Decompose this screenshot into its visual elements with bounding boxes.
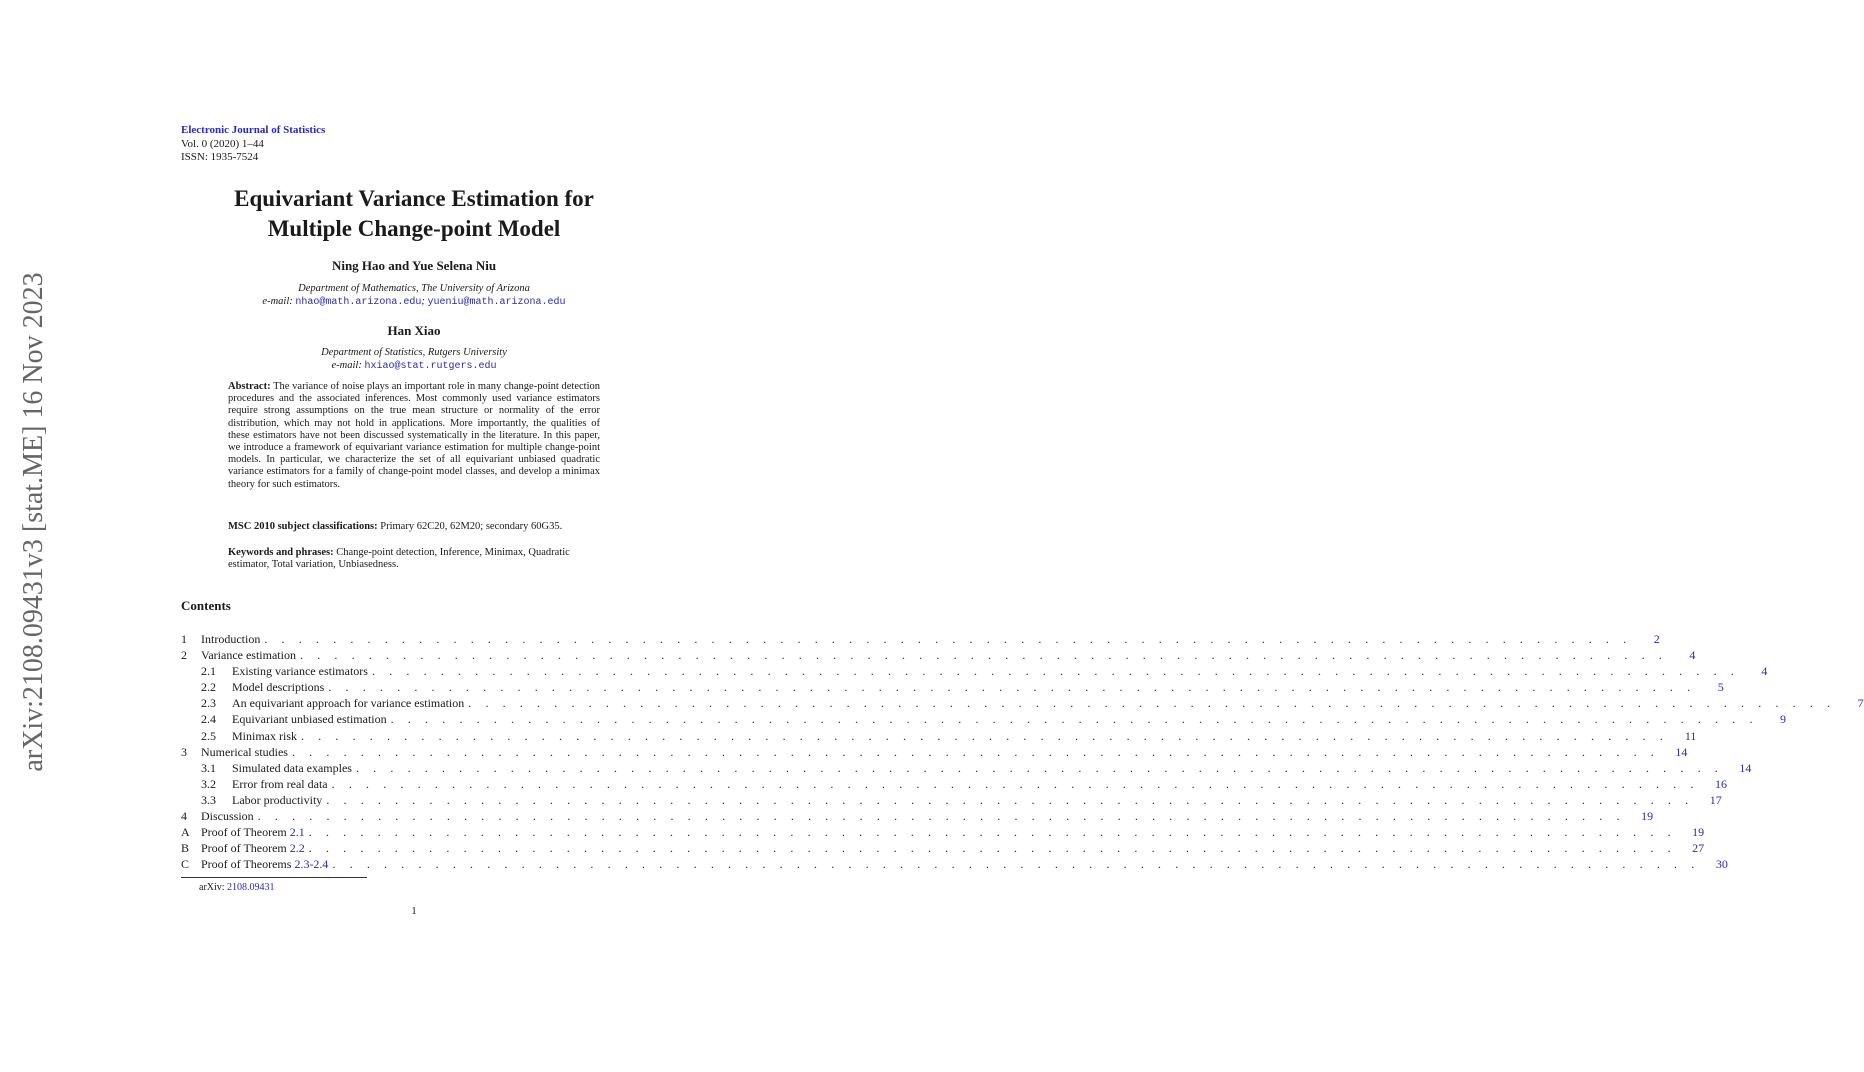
title-line-1: Equivariant Variance Estimation for <box>234 186 594 211</box>
toc-entry[interactable] <box>181 744 1688 760</box>
toc-entry-number: 2.2 <box>201 680 216 695</box>
toc-dot-leader: . . . . . . . . . . . . . . . . . . . . . . . . . . . . . . . . . . . . . . . . . . . . . . . . . . . . . . . . . . . . . . . . . . . . . . . . . . . . . . . . <box>264 632 1632 646</box>
toc-entry-title-text: Minimax risk <box>232 728 297 743</box>
toc-page-link[interactable]: 17 <box>1709 792 1722 807</box>
toc-dot-leader: . . . . . . . . . . . . . . . . . . . . . . . . . . . . . . . . . . . . . . . . . . . . . . . . . . . . . . . . . . . . . . . . . . . . . . . . . . . . . . . . <box>301 728 1669 743</box>
toc-entry-body <box>232 711 1787 727</box>
msc-classification <box>228 521 600 533</box>
toc-entry-title-text: Proof of Theorem <box>201 841 290 856</box>
keywords-text: Change-point detection, Inference, Minimax, Quadratic estimator, Total variation, Unbiasedness. <box>228 547 570 571</box>
msc-label: MSC 2010 subject classifications: <box>228 521 378 532</box>
toc-page-link[interactable]: 5 <box>1717 680 1724 695</box>
toc-entry[interactable] <box>181 840 1705 856</box>
toc-entry-number: 3.2 <box>201 776 216 791</box>
journal-name-link[interactable]: Electronic Journal of Statistics <box>181 124 326 136</box>
toc-dot-leader: . . . . . . . . . . . . . . . . . . . . . . . . . . . . . . . . . . . . . . . . . . . . . . . . . . . . . . . . . . . . . . . . . . . . . . . . . . . . . . . . <box>257 809 1626 824</box>
toc-dot-leader: . . . . . . . . . . . . . . . . . . . . . . . . . . . . . . . . . . . . . . . . . . . . . . . . . . . . . . . . . . . . . . . . . . . . . . . . . . . . . . . . <box>328 680 1696 695</box>
toc-entry-title-text: Labor productivity <box>232 792 323 807</box>
toc-entry-number: B <box>181 841 190 856</box>
toc-entry-title-text: Variance estimation <box>201 648 296 663</box>
toc-dot-leader: . . . . . . . . . . . . . . . . . . . . . . . . . . . . . . . . . . . . . . . . . . . . . . . . . . . . . . . . . . . . . . . . . . . . . . . . . . . . . . . . <box>291 744 1660 759</box>
toc-page-link[interactable]: 9 <box>1780 712 1787 727</box>
author-names-1: Ning Hao and Yue Selena Niu <box>331 258 497 273</box>
toc-entry-title[interactable] <box>201 808 258 824</box>
toc-entry-title[interactable] <box>232 711 391 727</box>
toc-entry-title-text: Discussion <box>201 809 254 824</box>
toc-entry[interactable] <box>181 695 1864 711</box>
toc-entry-title-text: Simulated data examples <box>232 760 352 775</box>
title-line-2: Multiple Change-point Model <box>267 216 561 241</box>
toc-entry-title-text: An equivariant approach for variance estimation <box>232 696 465 711</box>
affiliation-email-1 <box>0 295 828 309</box>
toc-entry-title-text: Numerical studies <box>201 744 288 759</box>
arxiv-id-link[interactable]: 2108.09431 <box>227 882 275 893</box>
toc-entry[interactable] <box>181 631 1660 647</box>
toc-entry-title-text: Proof of Theorems <box>201 857 295 872</box>
toc-dot-leader: . . . . . . . . . . . . . . . . . . . . . . . . . . . . . . . . . . . . . . . . . . . . . . . . . . . . . . . . . . . . . . . . . . . . . . . . . . . . . . . . <box>326 792 1694 807</box>
toc-entry-title[interactable] <box>232 679 328 695</box>
affiliation-2 <box>0 346 828 373</box>
toc-entry-body <box>201 744 1688 760</box>
toc-entry[interactable] <box>181 760 1752 776</box>
email-separator: ; <box>421 296 425 307</box>
toc-entry-number: 3.3 <box>201 792 216 807</box>
abstract-text: The variance of noise plays an important role in many change-point detection procedures and the associated inferences. Most commonly used variance estimators require strong assumptions on the true mean structure or normality of the error distribution, which may not hold in applications. More importantly, the qualities of these estimators have not been discussed systematically in the literature. In this paper, we introduce a framework of equivariant variance estimation for multiple change-point models. In particular, we characterize the set of all equivariant unbiased quadratic variance estimators for a family of change-point model classes, and develop a minimax theory for such estimators. <box>228 381 600 490</box>
toc-entry-title[interactable] <box>232 695 468 711</box>
toc-entry-body <box>201 824 1705 840</box>
page-number: 1 <box>411 905 417 917</box>
affiliation-dept-1: Department of Mathematics, The University of Arizona <box>298 283 530 294</box>
toc-entry-body <box>201 647 1696 663</box>
toc-entry-title-text: Error from real data <box>232 776 328 791</box>
toc-page-link[interactable]: 19 <box>1692 825 1705 840</box>
toc-entry-title[interactable] <box>201 744 292 760</box>
paper-title <box>150 184 678 244</box>
table-of-contents <box>181 631 1864 872</box>
toc-entry-body <box>201 840 1705 856</box>
affiliation-email-2 <box>0 359 828 373</box>
toc-entry-title[interactable] <box>232 728 301 744</box>
toc-dot-leader: . . . . . . . . . . . . . . . . . . . . . . . . . . . . . . . . . . . . . . . . . . . . . . . . . . . . . . . . . . . . . . . . . . . . . . . . . . . . . . . . <box>331 776 1700 791</box>
toc-entry-number: A <box>181 825 190 840</box>
toc-entry-title[interactable] <box>232 663 372 679</box>
toc-theorem-ref-link[interactable]: 2.3-2.4 <box>294 857 329 872</box>
toc-entry-body <box>232 679 1724 695</box>
msc-text: Primary 62C20, 62M20; secondary 60G35. <box>380 521 563 532</box>
toc-entry-number: 3.1 <box>201 760 216 775</box>
toc-entry-title-text: Existing variance estimators <box>232 664 368 679</box>
toc-entry-body <box>201 808 1654 824</box>
toc-dot-leader: . . . . . . . . . . . . . . . . . . . . . . . . . . . . . . . . . . . . . . . . . . . . . . . . . . . . . . . . . . . . . . . . . . . . . . . . . . . . . . . . <box>390 712 1759 727</box>
toc-entry[interactable] <box>181 679 1724 695</box>
arxiv-stamp-text: arXiv:2108.09431v3 [stat.ME] 16 Nov 2023 <box>18 272 49 772</box>
toc-entry-body <box>232 776 1728 792</box>
journal-issn: ISSN: 1935-7524 <box>181 151 259 163</box>
toc-entry-title[interactable] <box>232 792 326 808</box>
toc-entry-title-text: Model descriptions <box>232 680 325 695</box>
footnote-label: arXiv: <box>199 882 225 893</box>
toc-page-link[interactable]: 2 <box>1653 632 1660 646</box>
toc-entry-body <box>232 760 1752 776</box>
toc-dot-leader: . . . . . . . . . . . . . . . . . . . . . . . . . . . . . . . . . . . . . . . . . . . . . . . . . . . . . . . . . . . . . . . . . . . . . . . . . . . . . . . . <box>332 857 1700 872</box>
author-names-2: Han Xiao <box>387 323 441 338</box>
toc-page-link[interactable]: 4 <box>1689 648 1696 663</box>
toc-entry-body <box>232 792 1722 808</box>
affiliation-1 <box>0 282 828 309</box>
toc-entry-number: 2.4 <box>201 712 216 727</box>
toc-dot-leader: . . . . . . . . . . . . . . . . . . . . . . . . . . . . . . . . . . . . . . . . . . . . . . . . . . . . . . . . . . . . . . . . . . . . . . . . . . . . . . . . <box>371 664 1740 679</box>
toc-entry-number: C <box>181 857 190 872</box>
email-label: e-mail: <box>331 360 362 371</box>
footnote <box>199 882 275 893</box>
toc-entry-number: 1 <box>181 632 187 646</box>
toc-entry-number: 3 <box>181 744 187 759</box>
toc-entry-title[interactable] <box>201 631 264 647</box>
toc-entry-title-text: Proof of Theorem <box>201 825 290 840</box>
email-link-yueniu[interactable]: yueniu@math.arizona.edu <box>427 297 566 308</box>
toc-entry-title[interactable] <box>201 647 300 663</box>
toc-entry-body <box>201 631 1660 647</box>
email-label: e-mail: <box>262 296 293 307</box>
toc-entry-title[interactable] <box>232 776 332 792</box>
toc-page-link[interactable]: 14 <box>1675 744 1688 759</box>
toc-entry-body <box>232 695 1864 711</box>
toc-entry[interactable] <box>181 856 1728 872</box>
toc-entry-title[interactable] <box>201 840 309 856</box>
toc-entry[interactable] <box>181 776 1728 792</box>
toc-page-link[interactable]: 14 <box>1739 760 1752 775</box>
toc-entry-number: 2.1 <box>201 664 216 679</box>
contents-heading: Contents <box>181 598 231 613</box>
journal-header <box>181 124 325 165</box>
abstract-label: Abstract: <box>228 381 271 392</box>
toc-theorem-ref-link[interactable]: 2.2 <box>289 841 305 856</box>
toc-entry[interactable] <box>181 728 1697 744</box>
keywords <box>228 547 600 571</box>
toc-dot-leader: . . . . . . . . . . . . . . . . . . . . . . . . . . . . . . . . . . . . . . . . . . . . . . . . . . . . . . . . . . . . . . . . . . . . . . . . . . . . . . . . <box>308 825 1677 840</box>
toc-dot-leader: . . . . . . . . . . . . . . . . . . . . . . . . . . . . . . . . . . . . . . . . . . . . . . . . . . . . . . . . . . . . . . . . . . . . . . . . . . . . . . . . <box>308 841 1677 856</box>
toc-page-link[interactable]: 4 <box>1761 664 1768 679</box>
abstract <box>228 381 600 491</box>
toc-page-link[interactable]: 16 <box>1715 776 1728 791</box>
toc-page-link[interactable]: 27 <box>1692 841 1705 856</box>
toc-page-link[interactable]: 11 <box>1684 728 1697 743</box>
toc-entry-body <box>201 856 1728 872</box>
toc-theorem-ref-link[interactable]: 2.1 <box>289 825 305 840</box>
toc-entry[interactable] <box>181 808 1654 824</box>
keywords-label: Keywords and phrases: <box>228 547 334 558</box>
toc-dot-leader: . . . . . . . . . . . . . . . . . . . . . . . . . . . . . . . . . . . . . . . . . . . . . . . . . . . . . . . . . . . . . . . . . . . . . . . . . . . . . . . . <box>468 696 1836 711</box>
toc-entry-title-text: Equivariant unbiased estimation <box>232 712 387 727</box>
toc-entry[interactable] <box>181 647 1696 663</box>
toc-entry-body <box>232 663 1768 679</box>
toc-entry[interactable] <box>181 792 1722 808</box>
email-link-nhao[interactable]: nhao@math.arizona.edu <box>295 297 422 308</box>
toc-page-link[interactable]: 30 <box>1715 857 1728 872</box>
toc-entry-number: 4 <box>181 809 187 824</box>
toc-dot-leader: . . . . . . . . . . . . . . . . . . . . . . . . . . . . . . . . . . . . . . . . . . . . . . . . . . . . . . . . . . . . . . . . . . . . . . . . . . . . . . . . <box>355 760 1724 775</box>
toc-entry-number: 2.3 <box>201 696 216 711</box>
toc-entry-title[interactable] <box>201 856 332 872</box>
toc-entry[interactable] <box>181 824 1705 840</box>
toc-entry-number: 2 <box>181 648 187 663</box>
toc-page-link[interactable]: 7 <box>1857 696 1864 711</box>
toc-dot-leader: . . . . . . . . . . . . . . . . . . . . . . . . . . . . . . . . . . . . . . . . . . . . . . . . . . . . . . . . . . . . . . . . . . . . . . . . . . . . . . . . <box>299 648 1668 663</box>
email-link-hxiao[interactable]: hxiao@stat.rutgers.edu <box>364 361 497 372</box>
toc-entry[interactable] <box>181 711 1787 727</box>
toc-entry-title[interactable] <box>232 760 356 776</box>
toc-page-link[interactable]: 19 <box>1641 809 1654 824</box>
affiliation-dept-2: Department of Statistics, Rutgers University <box>321 347 507 358</box>
footnote-rule <box>181 877 367 878</box>
journal-volume: Vol. 0 (2020) 1–44 <box>181 137 264 150</box>
toc-entry-body <box>232 728 1697 744</box>
toc-entry-title[interactable] <box>201 824 309 840</box>
toc-entry-title-text: Introduction <box>201 632 261 646</box>
toc-entry-number: 2.5 <box>201 728 216 743</box>
toc-entry[interactable] <box>181 663 1768 679</box>
